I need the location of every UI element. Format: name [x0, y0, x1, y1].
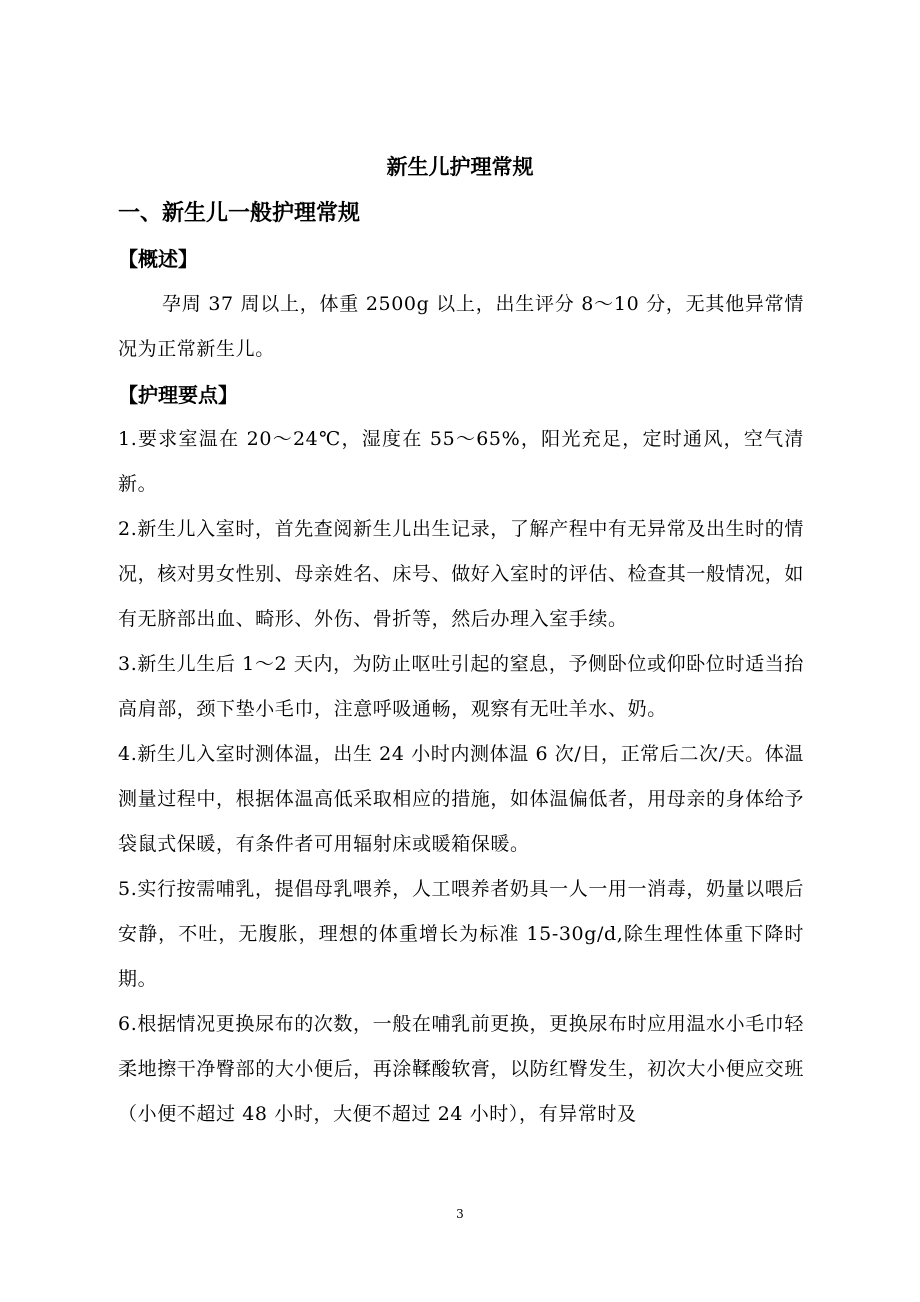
care-points-heading: 【护理要点】: [118, 383, 238, 407]
care-point-4: 4.新生儿入室时测体温，出生 24 小时内测体温 6 次/日，正常后二次/天。体温测量过程中，根据体温高低采取相应的措施，如体温偏低者，用母亲的身体给予袋鼠式保暖，有条件者可用辐射床或暖箱保暖。: [118, 743, 805, 855]
overview-heading: 【概述】: [118, 247, 198, 271]
overview-paragraph: 孕周 37 周以上，体重 2500g 以上，出生评分 8～10 分，无其他异常情况为正常新生儿。: [118, 293, 804, 360]
care-point-3: 3.新生儿生后 1～2 天内，为防止呕吐引起的窒息，予侧卧位或仰卧位时适当抬高肩部，颈下垫小毛巾，注意呼吸通畅，观察有无吐羊水、奶。: [118, 653, 804, 720]
care-point-2: 2.新生儿入室时，首先查阅新生儿出生记录，了解产程中有无异常及出生时的情况，核对男女性别、母亲姓名、床号、做好入室时的评估、检查其一般情况，如有无脐部出血、畸形、外伤、骨折等，然后办理入室手续。: [118, 518, 805, 630]
care-point-6: 6.根据情况更换尿布的次数，一般在哺乳前更换，更换尿布时应用温水小毛巾轻柔地擦干净臀部的大小便后，再涂鞣酸软膏，以防红臀发生，初次大小便应交班（小便不超过 48 小时，大便不超过 24 小时），有异常时及: [118, 1013, 805, 1125]
care-point-5: 5.实行按需哺乳，提倡母乳喂养，人工喂养者奶具一人一用一消毒，奶量以喂后安静，不吐，无腹胀，理想的体重增长为标准 15-30g/d,除生理性体重下降时期。: [118, 878, 804, 990]
care-point-1: 1.要求室温在 20～24℃，湿度在 55～65%，阳光充足，定时通风，空气清新。: [118, 428, 804, 495]
section-heading: 一、新生儿一般护理常规: [118, 201, 361, 226]
document-title: 新生儿护理常规: [386, 155, 534, 179]
page-number: 3: [456, 1207, 464, 1221]
